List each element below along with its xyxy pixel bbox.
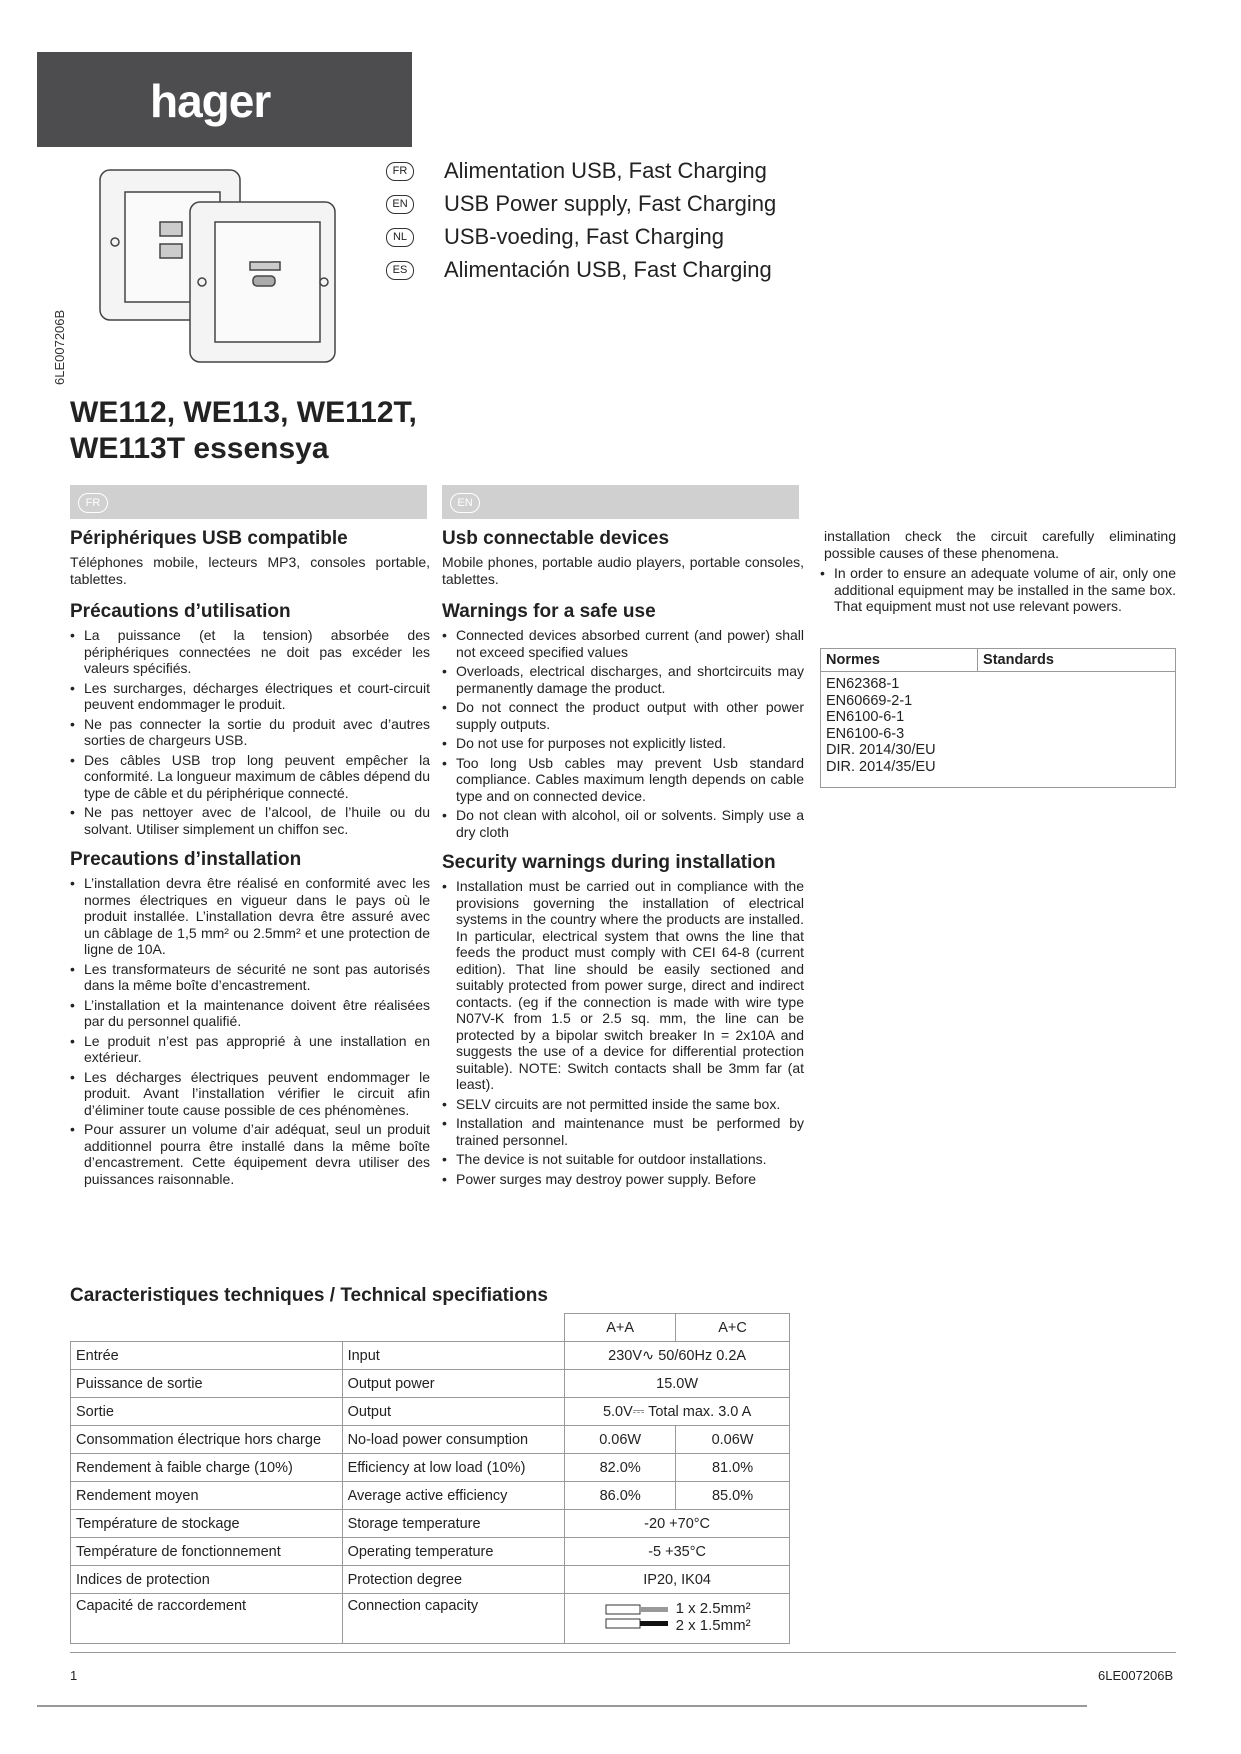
table-row	[71, 1538, 790, 1566]
list-item: • Les décharges électriques peuvent endommager le produit. Avant l’installation vérifier le circuit afin d’éliminer toute cause possible de ces phénomènes.	[70, 1069, 430, 1119]
table-row	[71, 1566, 790, 1594]
row-label-fr: Puissance de sortie	[71, 1370, 343, 1398]
connection-capacity-cell	[565, 1594, 790, 1644]
standard-item: EN62368-1	[826, 676, 900, 692]
list-item: • Le produit n’est pas approprié à une installation en extérieur.	[70, 1033, 430, 1066]
row-value-aa: 0.06W	[565, 1426, 676, 1454]
row-value: -5 +35°C	[565, 1538, 790, 1566]
row-label-fr: Indices de protection	[71, 1566, 343, 1594]
standards-header-fr: Normes	[821, 649, 978, 672]
list-item: • Do not clean with alcohol, oil or solvents. Simply use a dry cloth	[442, 807, 804, 840]
row-label-en: Output power	[342, 1370, 565, 1398]
brand-logo: hager	[150, 75, 271, 127]
en-column-continued	[820, 528, 1176, 627]
specs-table	[70, 1313, 790, 1644]
en-heading-install: Security warnings during installation	[442, 852, 776, 873]
en-devices-text: Mobile phones, portable audio players, portable consoles, tablettes.	[442, 554, 804, 587]
row-label-en: Average active efficiency	[342, 1482, 565, 1510]
table-row	[71, 1594, 790, 1644]
list-item: • Too long Usb cables may prevent Usb standard compliance. Cables maximum length depends on cable type and on connected device.	[442, 755, 804, 805]
en-safe-use-list	[442, 627, 804, 840]
row-label-en: Storage temperature	[342, 1510, 565, 1538]
row-label-en: Operating temperature	[342, 1538, 565, 1566]
en-extra-list	[820, 565, 1176, 615]
title-nl	[386, 224, 724, 250]
col-header-aa: A+A	[565, 1314, 676, 1342]
row-label-en: Protection degree	[342, 1566, 565, 1594]
lang-badge-fr: FR	[386, 162, 414, 181]
fr-install-list	[70, 875, 430, 1187]
title-en	[386, 191, 776, 217]
row-label-fr: Sortie	[71, 1398, 343, 1426]
standard-item: DIR. 2014/35/EU	[826, 758, 936, 775]
en-column	[442, 528, 804, 1199]
list-item: • La puissance (et la tension) absorbée des périphériques connectées ne doit pas excéder les valeurs spécifiés.	[70, 627, 430, 677]
row-value-ac: 85.0%	[676, 1482, 790, 1510]
row-label-en: Input	[342, 1342, 565, 1370]
model-line-2: WE113T essensya	[70, 432, 329, 465]
list-item: • Installation must be carried out in compliance with the provisions governing the installation of electrical systems in the country where the products are installed. In particular, electrical system that owns the line that feeds the product must comply with CEI 64-8 (current edition). That line should be easily sectioned and suitably protected from power surge, direct and indirect contacts. (eg if the connection is made with wire type N07V-K from 1.5 or 2.5 sq. mm, the line can be protected by a bipolar switch breaker In = 2x10A and suggests the use of a device for differential protection suitable). NOTE: Switch contacts shall be 3mm far (at least).	[442, 878, 804, 1093]
list-item: • Des câbles USB trop long peuvent empêcher la conformité. La longueur maximum de câbles dépend du type de câble et du périphérique connecté.	[70, 752, 430, 802]
row-label-fr: Consommation électrique hors charge	[71, 1426, 343, 1454]
standards-table	[820, 648, 1176, 788]
row-value: IP20, IK04	[565, 1566, 790, 1594]
list-item: • The device is not suitable for outdoor installations.	[442, 1151, 804, 1168]
standard-item: EN6100-6-3	[826, 725, 905, 742]
list-item: • Installation and maintenance must be performed by trained personnel.	[442, 1115, 804, 1148]
specs-title: Caracteristiques techniques / Technical specifiations	[70, 1285, 548, 1306]
en-badge: EN	[450, 493, 480, 513]
list-item: • Ne pas nettoyer avec de l’alcool, de l’huile ou du solvant. Utiliser simplement un chiffon sec.	[70, 804, 430, 837]
fr-badge: FR	[78, 493, 108, 513]
title-fr	[386, 158, 767, 184]
standards-list	[821, 672, 1176, 788]
list-item: • Do not connect the product output with other power supply outputs.	[442, 699, 804, 732]
row-value-aa: 82.0%	[565, 1454, 676, 1482]
footer-divider	[70, 1652, 1176, 1653]
row-label-fr: Température de stockage	[71, 1510, 343, 1538]
row-value: 15.0W	[565, 1370, 790, 1398]
wire-icon	[604, 1600, 670, 1634]
row-label-fr: Entrée	[71, 1342, 343, 1370]
lang-badge-es: ES	[386, 261, 414, 280]
row-value-ac: 81.0%	[676, 1454, 790, 1482]
bottom-divider	[37, 1705, 1087, 1707]
table-row	[71, 1510, 790, 1538]
list-item: • Connected devices absorbed current (and power) shall not exceed specified values	[442, 627, 804, 660]
fr-heading-devices: Périphériques USB compatible	[70, 528, 348, 549]
list-item: • Ne pas connecter la sortie du produit avec d’autres sorties de chargeurs USB.	[70, 716, 430, 749]
row-label-en: Output	[342, 1398, 565, 1426]
list-item: • SELV circuits are not permitted inside the same box.	[442, 1096, 804, 1113]
row-value-aa: 86.0%	[565, 1482, 676, 1510]
list-item: • Overloads, electrical discharges, and shortcircuits may permanently damage the product.	[442, 663, 804, 696]
standard-item: EN6100-6-1	[826, 709, 905, 725]
table-row	[71, 1370, 790, 1398]
list-item: • Les surcharges, décharges électriques et court-circuit peuvent endommager le produit.	[70, 680, 430, 713]
list-item: • Do not use for purposes not explicitly listed.	[442, 735, 804, 752]
en-install-list	[442, 878, 804, 1187]
en-continuation-text: installation check the circuit carefully eliminating possible causes of these phenomena.	[824, 528, 1176, 561]
blank-cell	[71, 1314, 343, 1342]
title-text: Alimentación USB, Fast Charging	[444, 257, 772, 282]
list-item: • L’installation devra être réalisé en conformité avec les normes électriques en vigueur dans le pays où le produit installée. L’installation devra être assuré avec un câblage de 1,5 mm² ou 2.5mm² et une protection de ligne de 10A.	[70, 875, 430, 958]
standard-item: EN60669-2-1	[826, 692, 913, 709]
row-label-en: Connection capacity	[342, 1594, 565, 1644]
en-heading-safe-use: Warnings for a safe use	[442, 601, 656, 622]
standard-item: DIR. 2014/30/EU	[826, 742, 936, 758]
title-text: Alimentation USB, Fast Charging	[444, 158, 767, 183]
side-doc-code: 6LE007206B	[52, 309, 67, 385]
capacity-line-2: 2 x 1.5mm²	[675, 1616, 751, 1634]
title-es	[386, 257, 772, 283]
fr-section-bar	[70, 485, 427, 519]
lang-badge-en: EN	[386, 195, 414, 214]
model-title	[70, 395, 417, 467]
list-item: • Power surges may destroy power supply. Before	[442, 1171, 804, 1188]
en-heading-devices: Usb connectable devices	[442, 528, 670, 549]
list-item: • Pour assurer un volume d’air adéquat, seul un produit additionnel pourra être installé dans la même boîte d’encastrement. Cette équipement devra utiliser des puissances raisonnable.	[70, 1121, 430, 1187]
fr-heading-usage: Précautions d’utilisation	[70, 601, 291, 622]
title-text: USB-voeding, Fast Charging	[444, 224, 725, 249]
standards-header-en: Standards	[978, 649, 1176, 672]
title-text: USB Power supply, Fast Charging	[444, 191, 777, 216]
table-row	[71, 1426, 790, 1454]
col-header-ac: A+C	[676, 1314, 790, 1342]
blank-cell	[342, 1314, 565, 1342]
row-value: -20 +70°C	[565, 1510, 790, 1538]
table-row	[71, 1482, 790, 1510]
table-row	[71, 1398, 790, 1426]
row-value: 230V∿ 50/60Hz 0.2A	[565, 1342, 790, 1370]
row-label-en: No-load power consumption	[342, 1426, 565, 1454]
list-item: • In order to ensure an adequate volume of air, only one additional equipment may be installed in the same box. That equipment must not use relevant powers.	[820, 565, 1176, 615]
fr-column	[70, 528, 430, 1199]
row-label-fr: Température de fonctionnement	[71, 1538, 343, 1566]
table-row	[71, 1454, 790, 1482]
footer-doc-code: 6LE007206B	[1098, 1668, 1174, 1683]
capacity-line-1: 1 x 2.5mm²	[675, 1599, 751, 1617]
product-illustration	[90, 162, 420, 392]
fr-devices-text: Téléphones mobile, lecteurs MP3, consoles portable, tablettes.	[70, 554, 430, 587]
en-section-bar	[442, 485, 799, 519]
row-label-fr: Rendement moyen	[71, 1482, 343, 1510]
fr-usage-list	[70, 627, 430, 837]
row-value-ac: 0.06W	[676, 1426, 790, 1454]
row-label-fr: Rendement à faible charge (10%)	[71, 1454, 343, 1482]
list-item: • Les transformateurs de sécurité ne sont pas autorisés dans la même boîte d’encastrement.	[70, 961, 430, 994]
row-label-fr: Capacité de raccordement	[71, 1594, 343, 1644]
table-row	[71, 1342, 790, 1370]
fr-heading-install: Precautions d’installation	[70, 849, 302, 870]
row-value: 5.0V⎓ Total max. 3.0 A	[565, 1398, 790, 1426]
lang-badge-nl: NL	[386, 228, 414, 247]
page-number: 1	[70, 1668, 78, 1683]
list-item: • L’installation et la maintenance doivent être réalisées par du personnel qualifié.	[70, 997, 430, 1030]
model-line-1: WE112, WE113, WE112T,	[70, 396, 417, 429]
row-label-en: Efficiency at low load (10%)	[342, 1454, 565, 1482]
